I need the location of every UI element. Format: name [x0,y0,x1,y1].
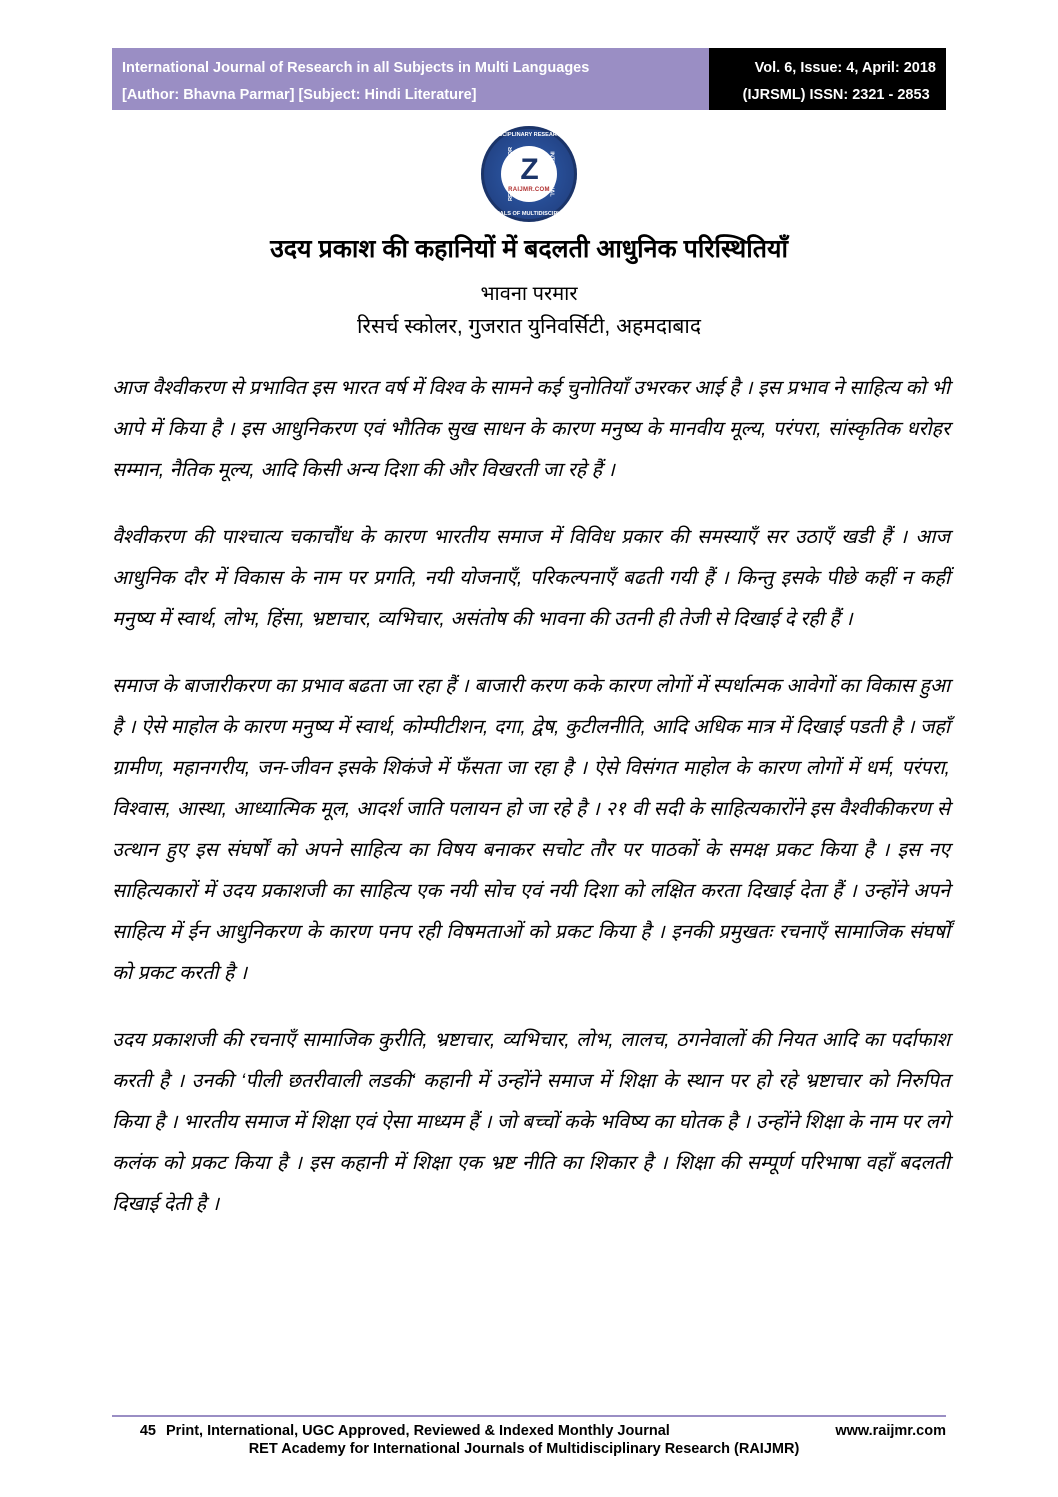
paragraph: वैश्वीकरण की पाश्चात्य चकाचौंध के कारण भारतीय समाज में विविध प्रकार की समस्याएँ सर उठाएँ खडी हैं । आज आधुनिक दौर में विकास के नाम पर प्रगति, नयी योजनाएँ, परिकल्पनाएँ बढती गयी हैं । किन्तु इसके पीछे कहीं न कहीं मनुष्य में स्वार्थ, लोभ, हिंसा, भ्रष्टाचार, व्यभिचार, असंतोष की भावना की उतनी ही तेजी से दिखाई दे रही हैं । [112,526,950,630]
header-volume-issue: Vol. 6, Issue: 4, April: 2018 [754,60,936,76]
logo-domain-text: RAIJMR.COM [508,187,550,193]
paragraph: आज वैश्वीकरण से प्रभावित इस भारत वर्ष में विश्व के सामने कई चुनोतियाँ उभरकर आई है । इस प्रभाव ने साहित्य को भी आपे में किया है । इस आधुनिकरण एवं भौतिक सुख साधन के कारण मनुष्य के मानवीय मूल्य, परंपरा, सांस्कृतिक धरोहर सम्मान, नैतिक मूल्य, आदि किसी अन्य दिशा की और विखरती जा रहे हैं । [112,377,950,481]
footer-primary-row [112,1423,946,1439]
footer-journal-status: Print, International, UGC Approved, Reviewed & Indexed Monthly Journal [166,1423,670,1439]
page-header [112,48,946,110]
author-name: भावना परमार [480,283,578,305]
header-issn: (IJRSML) ISSN: 2321 - 2853 [742,87,930,103]
page-footer [112,1415,946,1457]
logo-inner-disc [501,146,557,202]
footer-website-link[interactable]: www.raijmr.com [835,1423,946,1439]
title-block [112,232,946,344]
paragraph: उदय प्रकाशजी की रचनाएँ सामाजिक कुरीति, भ्रष्टाचार, व्यभिचार, लोभ, लालच, ठगनेवालों की नियत आदि का पर्दाफाश करती है । उनकी ‘पीली छतरीवाली लडकी‘ कहानी में उन्होंने समाज में शिक्षा के स्थान पर हो रहे भ्रष्टाचार को निरुपित किया है । भारतीय समाज में शिक्षा एवं ऐसा माध्यम हैं । जो बच्चों कके भविष्य का घोतक है । उन्होंने शिक्षा के नाम पर लगे कलंक को प्रकट किया है । इस कहानी में शिक्षा एक भ्रष्ट नीति का शिकार है । शिक्षा की सम्पूर्ण परिभाषा वहाँ बदलती दिखाई देती है । [112,1029,950,1215]
raijmr-logo-icon [481,126,577,222]
article-body [112,368,950,1251]
header-journal-block [112,48,709,110]
header-journal-name: International Journal of Research in all Subjects in Multi Languages [122,60,590,76]
journal-logo-container [0,126,1058,222]
logo-arc-bottom-text: JOURNALS OF MULTIDISCIPLINARY [480,211,578,217]
page-title: उदय प्रकाश की कहानियों में बदलती आधुनिक परिस्थितियाँ [270,235,788,263]
paragraph: समाज के बाजारीकरण का प्रभाव बढता जा रहा हैं । बाजारी करण कके कारण लोगों में स्पर्धात्मक आवेगों का विकास हुआ है । ऐसे माहोल के कारण मनुष्य में स्वार्थ, कोम्पीटीशन, दगा, द्वेष, कुटीलनीति, आदि अधिक मात्र में दिखाई पडती है । जहाँ ग्रामीण, महानगरीय, जन-जीवन इसके शिकंजे में फँसता जा रहा है । ऐसे विसंगत माहोल के कारण लोगों में धर्म, परंपरा, विश्वास, आस्था, आध्यात्मिक मूल, आदर्श जाति पलायन हो जा रहे है । २१ वी सदी के साहित्यकारोंने इस वैश्वीकीकरण से उत्थान हुए इस संघर्षों को अपने साहित्य का विषय बनाकर सचोट तौर पर पाठकों के समक्ष प्रकट किया है । इस नए साहित्यकारों में उदय प्रकाशजी का साहित्य एक नयी सोच एवं नयी दिशा को लक्षित करता दिखाई देता हैं । उन्होंने अपने साहित्य में ईन आधुनिकरण के कारण पनप रही विषमताओं को प्रकट किया है । इनकी प्रमुखतः रचनाएँ सामाजिक संघर्षों को प्रकट करती है । [112,675,950,984]
footer-academy-name: RET Academy for International Journals of Multidisciplinary Research (RAIJMR) [248,1441,800,1457]
logo-arc-top-text: DISCIPLINARY RESEARCH [492,132,566,138]
header-author-subject: [Author: Bhavna Parmar] [Subject: Hindi Literature] [122,87,477,103]
logo-letter: Z [520,153,538,186]
header-issue-block [709,48,946,110]
footer-divider [112,1415,946,1417]
author-affiliation: रिसर्च स्कोलर, गुजरात युनिवर्सिटी, अहमदाबाद [356,315,702,338]
page-number: 45 [139,1423,156,1439]
